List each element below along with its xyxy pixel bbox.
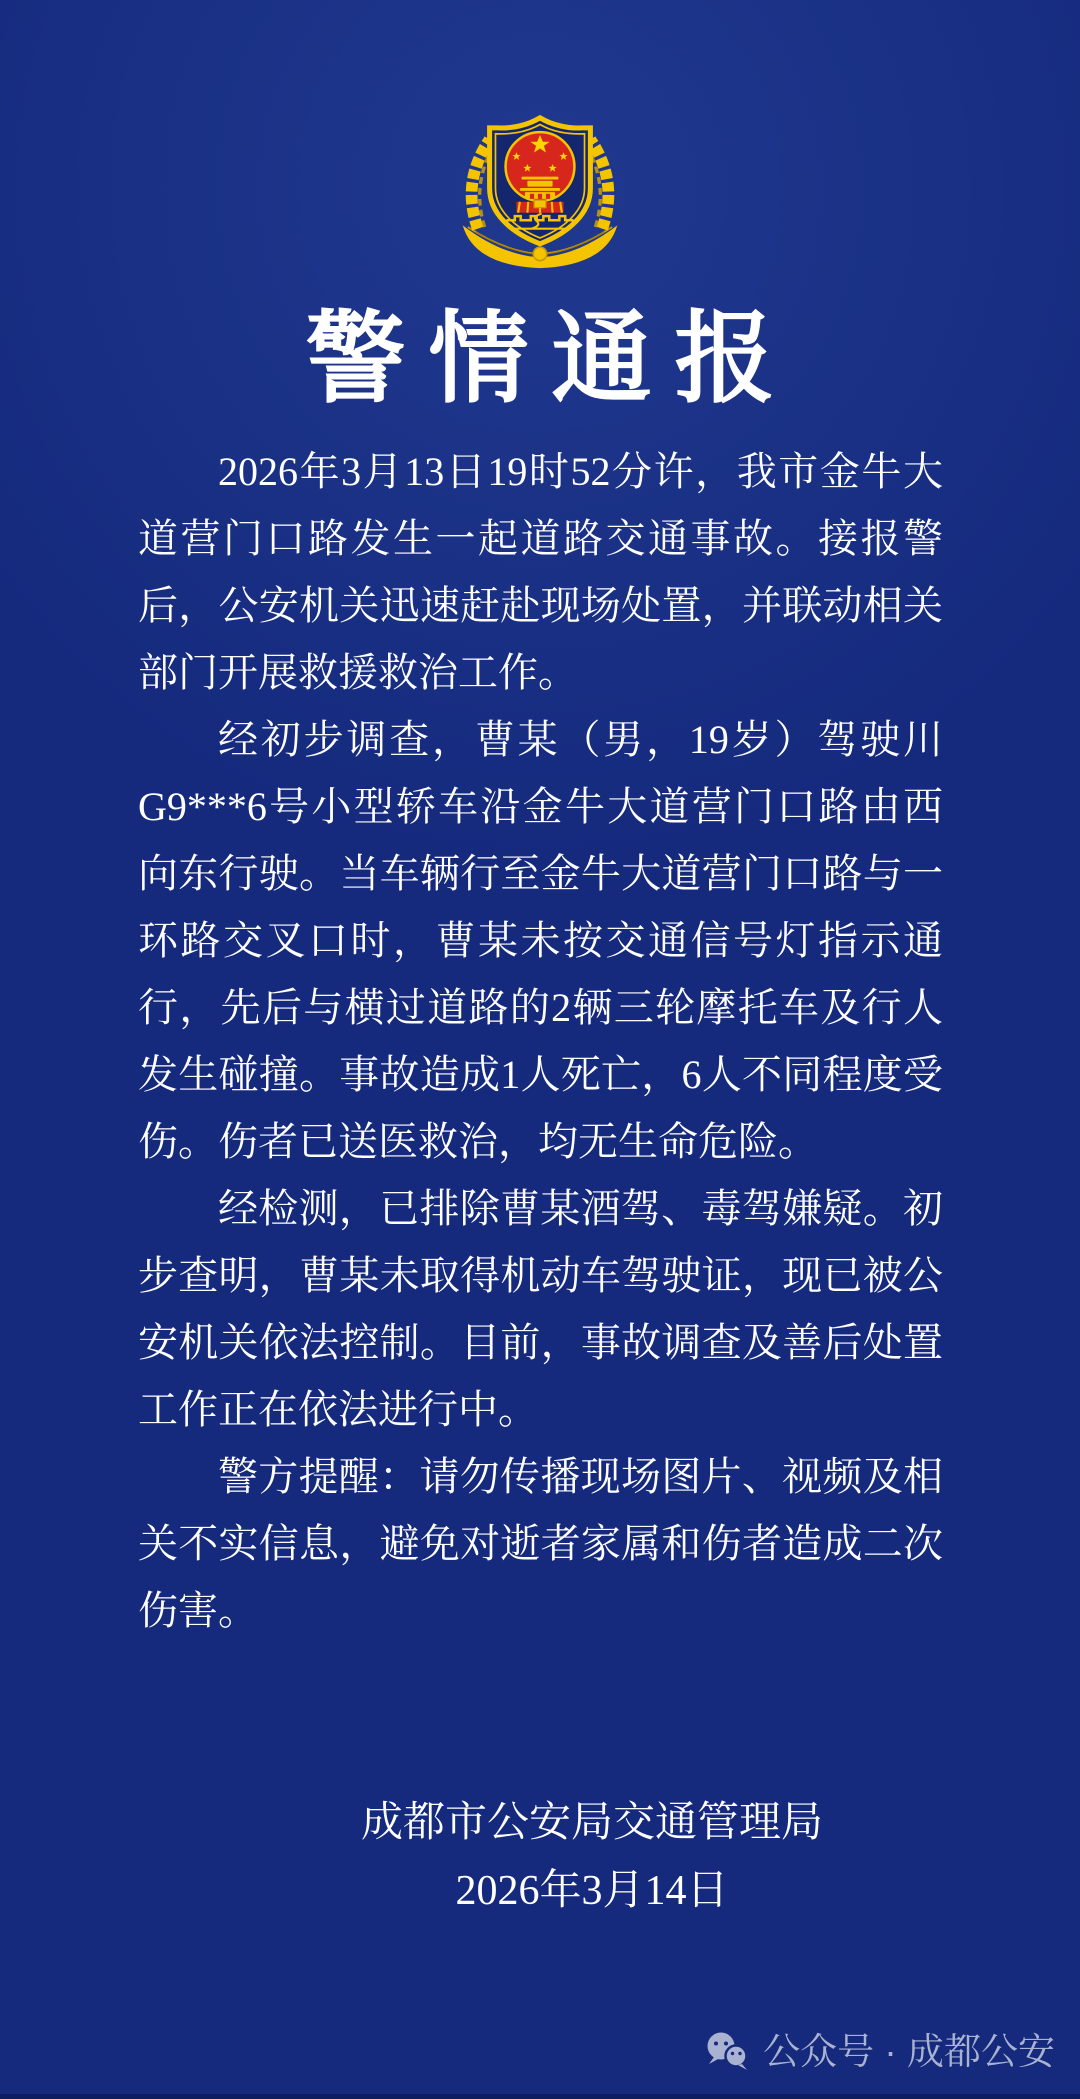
account-watermark	[705, 2028, 1055, 2076]
issuing-agency: 成都市公安局交通管理局	[360, 1800, 823, 1846]
bottom-edge-strip	[0, 2094, 1080, 2099]
paragraph-findings: 经检测，已排除曹某酒驾、毒驾嫌疑。初步查明，曹某未取得机动车驾驶证，现已被公安机关依法控制。目前，事故调查及善后处置工作正在依法进行中。	[138, 1186, 943, 1432]
watermark-label: 公众号 · 成都公安	[763, 2031, 1055, 2072]
signature-block	[52, 1799, 1080, 1915]
paragraph-incident: 2026年3月13日19时52分许，我市金牛大道营门口路发生一起道路交通事故。接报警后，公安机关迅速赶赴现场处置，并联动相关部门开展救援救治工作。	[138, 449, 943, 695]
notice-title: 警情通报	[305, 304, 798, 415]
paragraph-reminder: 警方提醒：请勿传播现场图片、视频及相关不实信息，避免对逝者家属和伤者造成二次伤害。	[138, 1454, 943, 1633]
police-badge-emblem	[456, 100, 624, 270]
paragraph-investigation: 经初步调查，曹某（男，19岁）驾驶川G9***6号小型轿车沿金牛大道营门口路由西向东行驶。当车辆行至金牛大道营门口路与一环路交叉口时，曹某未按交通信号灯指示通行，先后与横过道路的2辆三轮摩托车及行人发生碰撞。事故造成1人死亡，6人不同程度受伤。伤者已送医救治，均无生命危险。	[138, 717, 943, 1164]
notice-body	[138, 438, 943, 1644]
wechat-icon	[705, 2032, 751, 2072]
issue-date: 2026年3月14日	[455, 1868, 729, 1914]
